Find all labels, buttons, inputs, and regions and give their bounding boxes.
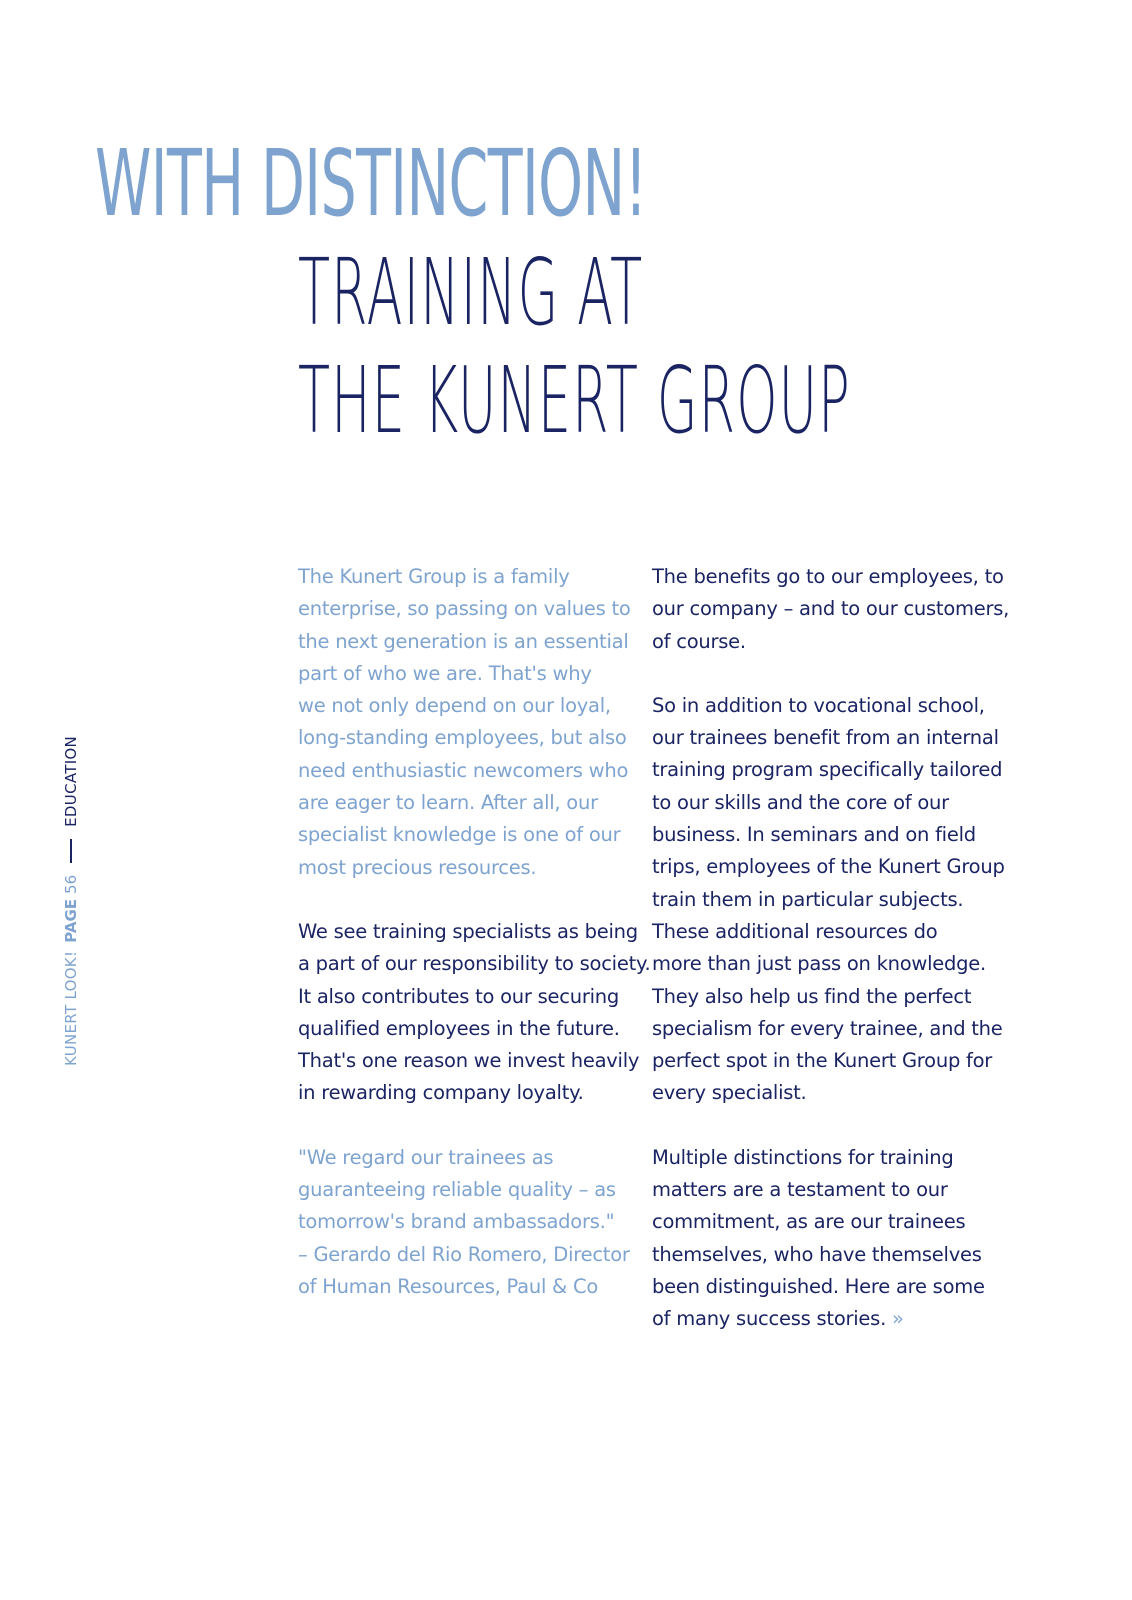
quote-attribution-line: – Gerardo del Rio Romero, Director [298, 1242, 630, 1266]
body-line: perfect spot in the Kunert Group for [652, 1049, 993, 1073]
body-line: Multiple distinctions for training [652, 1145, 954, 1169]
body-line: These additional resources do [652, 919, 938, 943]
body-line: matters are a testament to our [652, 1178, 948, 1202]
body-line: to our skills and the core of our [652, 790, 949, 814]
page-footer-vertical [62, 736, 80, 1066]
body-line: in rewarding company loyalty. [298, 1081, 584, 1105]
body-paragraph [298, 916, 651, 1110]
intro-paragraph [298, 561, 638, 884]
body-line: our company – and to our customers, [652, 597, 1010, 621]
body-line: They also help us find the perfect [652, 984, 972, 1008]
body-line-text: of many success stories. [652, 1307, 887, 1331]
intro-line: need enthusiastic newcomers who [298, 758, 629, 782]
body-line: trips, employees of the Kunert Group [652, 855, 1005, 879]
body-line: more than just pass on knowledge. [652, 952, 986, 976]
body-line: business. In seminars and on field [652, 823, 976, 847]
body-line: been distinguished. Here are some [652, 1274, 985, 1298]
page-word: PAGE [62, 898, 80, 943]
body-line: training program specifically tailored [652, 758, 1003, 782]
intro-line: specialist knowledge is one of our [298, 823, 621, 847]
body-paragraph [652, 1142, 992, 1336]
page-number: 56 [62, 874, 80, 894]
body-line: our trainees benefit from an internal [652, 726, 999, 750]
headline-line-2: THE KUNERT GROUP [298, 347, 851, 454]
quote-attribution-line: of Human Resources, Paul & Co [298, 1274, 599, 1298]
body-line: train them in particular subjects. [652, 887, 964, 911]
intro-line: most precious resources. [298, 855, 537, 879]
section-name: EDUCATION [62, 735, 80, 827]
body-line: It also contributes to our securing [298, 984, 620, 1008]
body-line: every specialist. [652, 1081, 807, 1105]
body-line: themselves, who have themselves [652, 1242, 982, 1266]
separator-line [70, 839, 72, 863]
body-line: That's one reason we invest heavily [298, 1049, 640, 1073]
headline-accent: WITH DISTINCTION! [95, 130, 647, 237]
quote-line: "We regard our trainees as [298, 1145, 554, 1169]
body-line: a part of our responsibility to society. [298, 952, 651, 976]
intro-line: are eager to learn. After all, our [298, 791, 598, 815]
publication-name: KUNERT LOOK! [62, 950, 80, 1066]
intro-line: The Kunert Group is a family [298, 565, 570, 588]
body-line: qualified employees in the future. [298, 1016, 620, 1040]
body-line: specialism for every trainee, and the [652, 1016, 1003, 1040]
intro-line: we not only depend on our loyal, [298, 694, 611, 718]
left-column [298, 561, 651, 1335]
body-paragraph [652, 690, 1005, 1110]
intro-line: long-standing employees, but also [298, 726, 627, 750]
body-line: The benefits go to our employees, to [652, 565, 1004, 588]
quote-line: guaranteeing reliable quality – as [298, 1178, 616, 1202]
pull-quote [298, 1142, 638, 1303]
intro-line: the next generation is an essential [298, 629, 629, 653]
body-line: So in addition to vocational school, [652, 693, 985, 717]
body-paragraph [652, 561, 1010, 658]
body-line-last [652, 1303, 992, 1335]
continue-arrow-icon: » [892, 1307, 904, 1331]
body-line: commitment, as are our trainees [652, 1210, 966, 1234]
intro-line: part of who we are. That's why [298, 661, 592, 685]
body-line: We see training specialists as being [298, 919, 638, 943]
body-line: of course. [652, 629, 746, 653]
right-column [652, 561, 1010, 1368]
headline-line-1: TRAINING AT [298, 239, 644, 346]
quote-line: tomorrow's brand ambassadors." [298, 1210, 615, 1234]
intro-line: enterprise, so passing on values to [298, 597, 631, 621]
